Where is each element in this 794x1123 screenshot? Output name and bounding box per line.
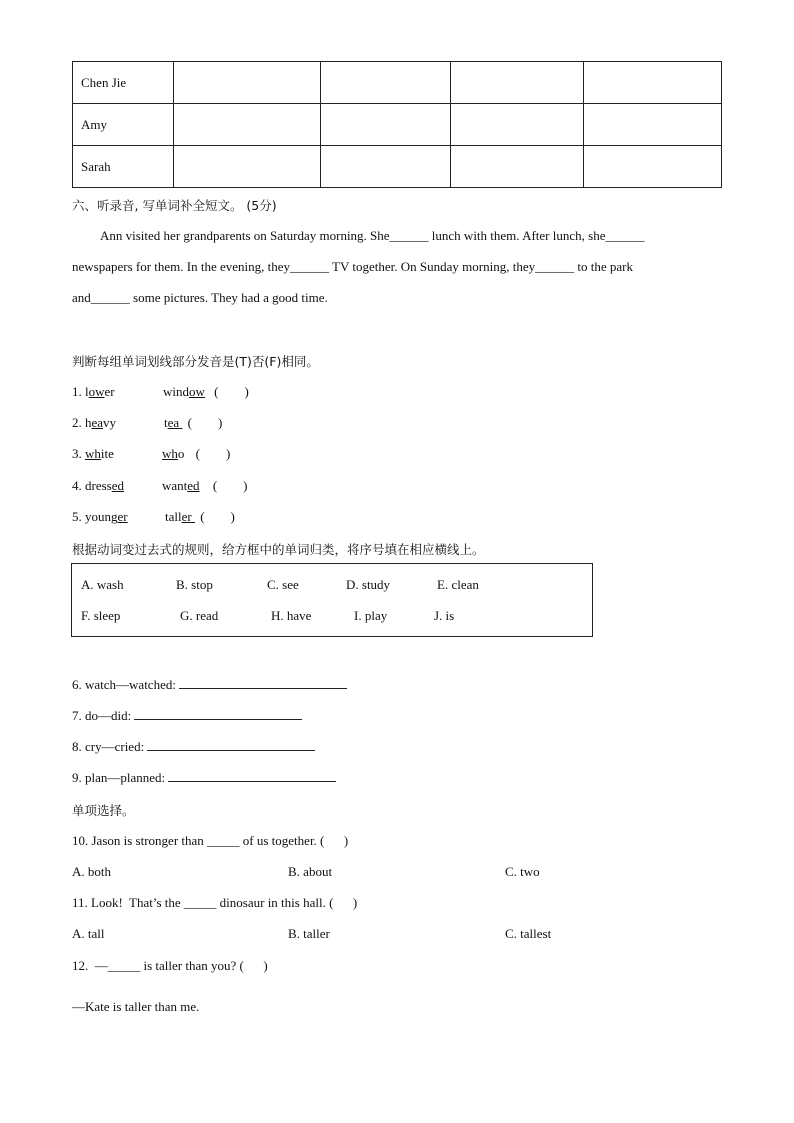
underlined-part: wh bbox=[85, 446, 101, 461]
word-part: vy bbox=[103, 415, 117, 430]
table-cell bbox=[451, 146, 584, 188]
classify-heading: 根据动词变过去式的规则，给方框中的单词归类，将序号填在相应横线上。 bbox=[72, 542, 485, 557]
word-part: ite bbox=[100, 446, 114, 461]
word-option: F. sleep bbox=[81, 608, 121, 623]
fill-label: 9. plan—planned: bbox=[72, 770, 166, 785]
question-10: 10. Jason is stronger than _____ of us together. ( ) bbox=[72, 833, 349, 848]
fill-item bbox=[72, 739, 315, 755]
fill-label: 6. watch—watched: bbox=[72, 677, 176, 692]
passage-line-3: and______ some pictures. They had a good time. bbox=[72, 290, 328, 305]
answer-paren[interactable]: ( ) bbox=[200, 509, 235, 524]
underlined-part: ow bbox=[189, 384, 205, 399]
table-row-label: Amy bbox=[73, 104, 174, 146]
word-part: o bbox=[177, 446, 185, 461]
item-number: 3. bbox=[72, 446, 82, 461]
list-item-word2 bbox=[162, 478, 247, 494]
item-number: 4. bbox=[72, 478, 82, 493]
answer-line[interactable] bbox=[179, 687, 347, 689]
option-b[interactable]: B. taller bbox=[288, 926, 330, 941]
table-cell bbox=[321, 146, 451, 188]
table-row-label: Sarah bbox=[73, 146, 174, 188]
table-cell bbox=[174, 104, 321, 146]
answer-paren[interactable]: ( ) bbox=[212, 478, 248, 493]
underlined-part: ow bbox=[88, 384, 105, 399]
list-item-word2 bbox=[162, 446, 230, 462]
word-part: want bbox=[162, 478, 188, 493]
answer-line[interactable] bbox=[147, 749, 315, 751]
fill-label: 8. cry—cried: bbox=[72, 739, 145, 754]
underlined-part: ea bbox=[167, 415, 180, 430]
table-row bbox=[73, 104, 722, 146]
answer-12: —Kate is taller than me. bbox=[72, 999, 200, 1014]
word-option: G. read bbox=[180, 608, 219, 623]
option-a[interactable]: A. tall bbox=[72, 926, 105, 941]
section6-heading: 六、听录音, 写单词补全短文。 (5分) bbox=[72, 198, 277, 213]
word-part: h bbox=[85, 415, 92, 430]
choice-heading: 单项选择。 bbox=[72, 803, 135, 818]
underlined-part: ea bbox=[91, 415, 104, 430]
underlined-part: er bbox=[181, 509, 192, 524]
answer-paren[interactable]: ( ) bbox=[187, 415, 223, 430]
underlined-part: er bbox=[117, 509, 128, 524]
fill-item bbox=[72, 770, 336, 786]
word-part: l bbox=[85, 384, 89, 399]
underlined-part: ed bbox=[111, 478, 124, 493]
word-option: C. see bbox=[267, 577, 299, 592]
table-cell bbox=[584, 62, 722, 104]
list-item-word2 bbox=[163, 384, 249, 400]
table-cell bbox=[321, 104, 451, 146]
word-box bbox=[71, 563, 593, 637]
word-part: tall bbox=[165, 509, 182, 524]
word-option: H. have bbox=[271, 608, 312, 623]
table-row bbox=[73, 62, 722, 104]
list-item-word2 bbox=[164, 415, 222, 431]
question-12: 12. —_____ is taller than you? ( ) bbox=[72, 958, 268, 973]
item-number: 1. bbox=[72, 384, 82, 399]
table-cell bbox=[584, 146, 722, 188]
underlined-part: ed bbox=[187, 478, 200, 493]
list-item-word2 bbox=[165, 509, 235, 525]
word-option: D. study bbox=[346, 577, 391, 592]
table-row bbox=[73, 146, 722, 188]
option-a[interactable]: A. both bbox=[72, 864, 111, 879]
list-item bbox=[72, 446, 114, 462]
word-option: A. wash bbox=[81, 577, 124, 592]
list-item bbox=[72, 509, 128, 525]
fill-item bbox=[72, 708, 302, 724]
word-part: young bbox=[85, 509, 118, 524]
answer-line[interactable] bbox=[134, 718, 302, 720]
passage-line-2: newspapers for them. In the evening, they______ TV together. On Sunday morning, they______ to the park bbox=[72, 259, 633, 274]
word-option: I. play bbox=[354, 608, 388, 623]
table-cell bbox=[584, 104, 722, 146]
underlined-part: wh bbox=[162, 446, 178, 461]
answer-paren[interactable]: ( ) bbox=[214, 384, 249, 399]
fill-label: 7. do—did: bbox=[72, 708, 132, 723]
word-part: t bbox=[164, 415, 168, 430]
item-number: 2. bbox=[72, 415, 82, 430]
table-cell bbox=[451, 104, 584, 146]
word-part: er bbox=[104, 384, 115, 399]
option-b[interactable]: B. about bbox=[288, 864, 333, 879]
word-option: E. clean bbox=[437, 577, 479, 592]
word-part: dress bbox=[85, 478, 112, 493]
answer-line[interactable] bbox=[168, 780, 336, 782]
fill-item bbox=[72, 677, 347, 693]
option-c[interactable]: C. tallest bbox=[505, 926, 552, 941]
answer-paren[interactable]: ( ) bbox=[195, 446, 231, 461]
word-option: B. stop bbox=[176, 577, 213, 592]
table-cell bbox=[451, 62, 584, 104]
list-item bbox=[72, 384, 115, 400]
table-cell bbox=[321, 62, 451, 104]
word-part: wind bbox=[163, 384, 189, 399]
answer-table bbox=[72, 61, 722, 188]
word-option: J. is bbox=[434, 608, 455, 623]
table-row-label: Chen Jie bbox=[73, 62, 174, 104]
list-item bbox=[72, 478, 124, 494]
table-cell bbox=[174, 62, 321, 104]
passage-line-1: Ann visited her grandparents on Saturday morning. She______ lunch with them. After lunch, she______ bbox=[100, 228, 645, 243]
table-cell bbox=[174, 146, 321, 188]
question-11: 11. Look! That’s the _____ dinosaur in this hall. ( ) bbox=[72, 895, 358, 910]
list-item bbox=[72, 415, 116, 431]
option-c[interactable]: C. two bbox=[505, 864, 540, 879]
pronunciation-heading: 判断每组单词划线部分发音是(T)否(F)相同。 bbox=[72, 354, 319, 369]
item-number: 5. bbox=[72, 509, 82, 524]
